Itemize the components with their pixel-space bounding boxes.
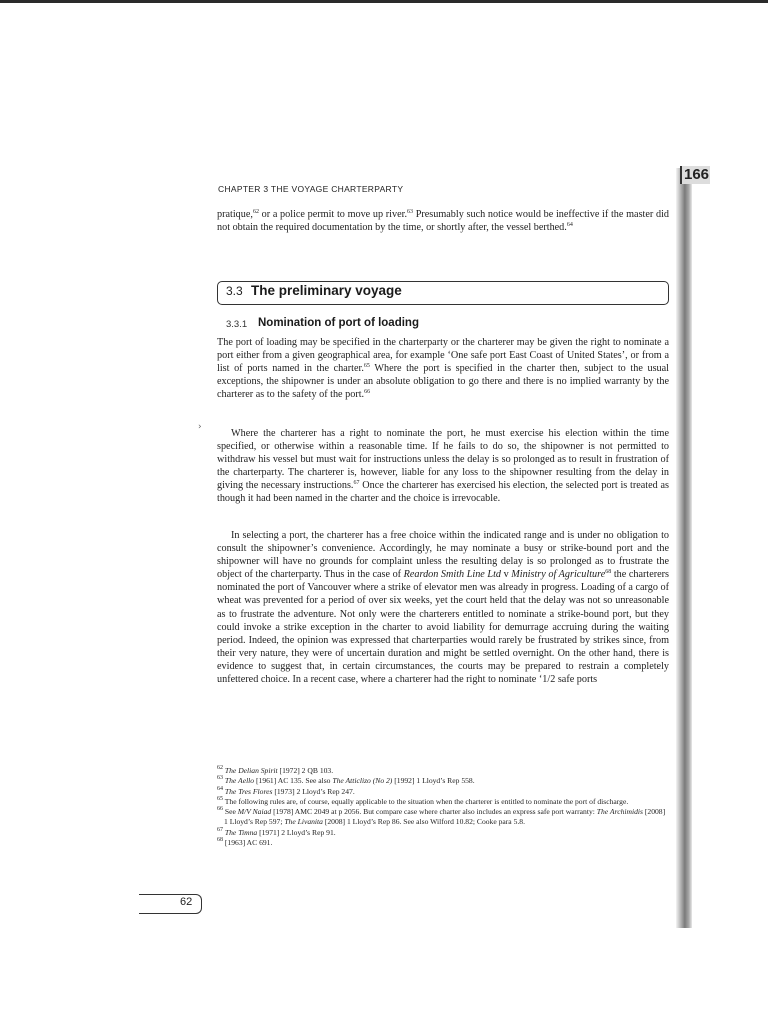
scan-top-border bbox=[0, 0, 768, 3]
footnote-68 bbox=[217, 838, 669, 848]
text-run: [1973] 2 Lloyd’s Rep 247. bbox=[272, 786, 355, 796]
text-run: [1992] 1 Lloyd’s Rep 558. bbox=[392, 776, 475, 786]
page-edge-mark: 166 bbox=[680, 166, 710, 184]
footnote-ref: 64 bbox=[566, 222, 573, 229]
footnote-62 bbox=[217, 766, 669, 776]
footnote-ref: 68 bbox=[605, 569, 612, 576]
footnote-65 bbox=[217, 797, 669, 807]
footnote-64 bbox=[217, 787, 669, 797]
footnote-ref: 68 bbox=[217, 837, 223, 844]
italic-text: Reardon Smith Line Ltd bbox=[403, 569, 501, 581]
text-run: Where the port is specified in the charter then, subject to the usual exceptions, the shipowner is under an absolute obligation to go there and there is no implied warranty by the charterer as to the safety of the port. bbox=[217, 363, 669, 401]
italic-text: The Tres Flores bbox=[224, 786, 273, 796]
subsection-title: Nomination of port of loading bbox=[258, 317, 419, 329]
text-run: [2008] 1 Lloyd’s Rep 86. See also Wilford 10.82; Cooke para 5.8. bbox=[322, 817, 525, 827]
margin-mark-icon: › bbox=[198, 422, 202, 432]
italic-text: The Archimidis bbox=[596, 807, 643, 817]
page-number: 62 bbox=[180, 896, 193, 908]
italic-text: The Delian Spirit bbox=[224, 766, 278, 775]
footnote-ref: 67 bbox=[353, 480, 360, 487]
footnote-ref: 62 bbox=[252, 209, 259, 215]
footnote-ref: 66 bbox=[217, 806, 223, 813]
text-run: See bbox=[223, 807, 238, 817]
footnote-ref: 63 bbox=[217, 775, 223, 782]
text-run: [1978] AMC 2049 at p 2056. But compare case where charter also includes an express safe port warranty: bbox=[271, 807, 597, 817]
subsection-number: 3.3.1 bbox=[226, 319, 248, 330]
section-number: 3.3 bbox=[226, 284, 243, 298]
footnote-ref: 66 bbox=[364, 389, 371, 396]
text-run: v bbox=[501, 569, 512, 581]
intro-paragraph bbox=[217, 208, 669, 234]
text-run: Where the charterer has a right to nominate the port, he must exercise his election within the time specified, or otherwise within a reasonable time. If he fails to do so, the shipowner is not permitted to withdraw his vessel but must wait for instructions unless the delay is so prolonged as to result in frustration of the charterparty. The charterer is, however, liable for any loss to the shipowner resulting from the delay in giving the necessary instructions. bbox=[217, 428, 669, 492]
page-edge-shadow bbox=[676, 168, 692, 928]
footnote-ref: 64 bbox=[217, 785, 223, 792]
footnotes-list bbox=[217, 766, 669, 848]
italic-text: The Timna bbox=[224, 827, 258, 837]
text-run: [1961] AC 135. See also bbox=[254, 776, 333, 786]
text-run: Presumably such notice would be ineffective if the master did not obtain the required documentation by the time, or shortly after, the vessel berthed. bbox=[217, 209, 669, 234]
body-paragraph-3 bbox=[217, 529, 669, 686]
chapter-header: CHAPTER 3 THE VOYAGE CHARTERPARTY bbox=[218, 184, 404, 194]
footnote-63 bbox=[217, 776, 669, 786]
italic-text: The Aello bbox=[224, 776, 255, 786]
footnote-ref: 65 bbox=[217, 795, 223, 802]
text-run: The following rules are, of course, equally applicable to the situation when the charterer is entitled to nominate the port of discharge. bbox=[223, 796, 629, 806]
footnote-ref: 65 bbox=[363, 363, 370, 370]
italic-text: The Livanita bbox=[284, 817, 323, 827]
body-paragraph-1 bbox=[217, 336, 669, 401]
footnote-ref: 62 bbox=[217, 765, 223, 771]
body-paragraph-2 bbox=[217, 427, 669, 506]
footnote-ref: 63 bbox=[407, 209, 414, 215]
footnote-67 bbox=[217, 828, 669, 838]
footnote-ref: 67 bbox=[217, 826, 223, 833]
italic-text: Ministry of Agriculture bbox=[511, 569, 606, 581]
text-run: In selecting a port, the charterer has a free choice within the indicated range and is under no obligation to consult the shipowner’s convenience. Accordingly, he may nominate a busy or strike-bound port and the shipowner will have no grounds for complaint unless the resulting delay is so prolonged as to frustrate the object of the charterparty. Thus in the case of bbox=[217, 530, 669, 581]
section-title: The preliminary voyage bbox=[251, 283, 402, 298]
text-run: [1963] AC 691. bbox=[223, 838, 273, 848]
text-run: pratique, bbox=[217, 209, 253, 220]
text-run: the charterers nominated the port of Vancouver where a strike of elevator men was already in progress. Loading of a cargo of wheat was prevented for a period of over six weeks, yet the court held that the delay was not so unreasonable as to frustrate the adventure. Not only were the charterers entitled to nominate a strike-bound port, but they could invoke a strike exception in the charter to avoid liability for demurrage accruing during the waiting period. Indeed, the opinion was expressed that charterparties would rarely be frustrated by strikes since, from their very nature, they were of uncertain duration and might be settled overnight. On the other hand, there is evidence to suggest that, in certain circumstances, the courts may be prepared to restrain a completely unfettered choice. In a recent case, where a charterer had the right to nominate ‘1/2 safe ports bbox=[217, 569, 669, 686]
text-run: [1971] 2 Lloyd’s Rep 91. bbox=[257, 827, 336, 837]
italic-text: M/V Naiad bbox=[237, 807, 272, 817]
text-run: [2008] 1 Lloyd’s Rep 597; bbox=[224, 807, 666, 827]
footnote-66 bbox=[217, 807, 669, 828]
page-number-box bbox=[139, 894, 202, 914]
italic-text: The Atticlizo (No 2) bbox=[332, 776, 393, 786]
text-run: or a police permit to move up river. bbox=[258, 209, 408, 220]
text-run: The port of loading may be specified in the charterparty or the charterer may be given the right to nominate a port either from a given geographical area, for example ‘One safe port East Coast of United States’, or from a list of ports named in the charter. bbox=[217, 337, 669, 375]
text-run: [1972] 2 QB 103. bbox=[277, 766, 334, 775]
text-run: Once the charterer has exercised his election, the selected port is treated as though it had been named in the charter and the choice is irrevocable. bbox=[217, 480, 669, 505]
